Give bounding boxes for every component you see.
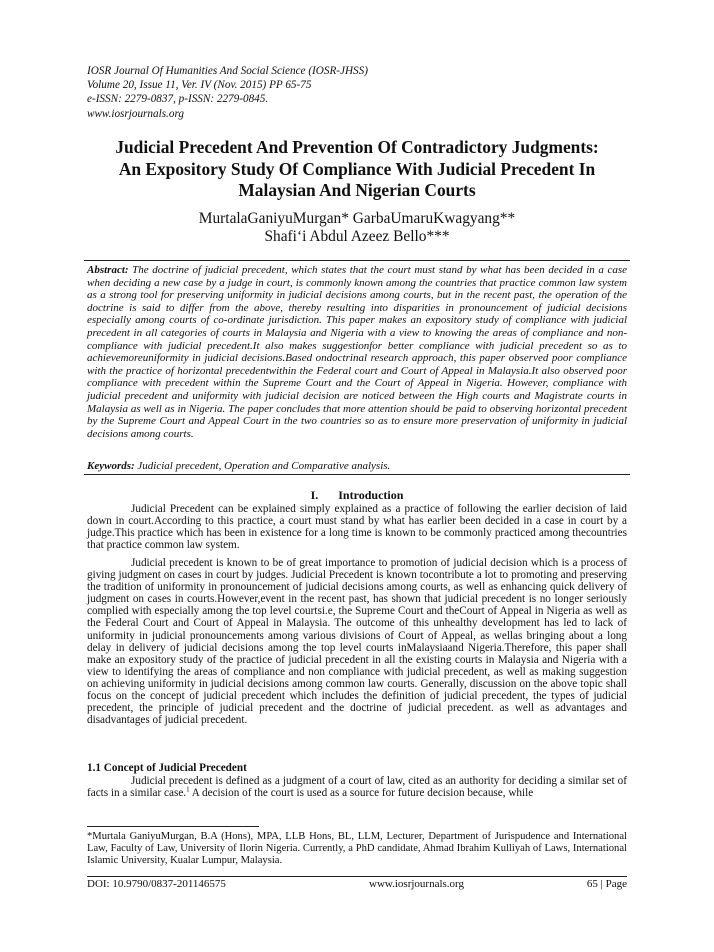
paper-title xyxy=(72,137,642,202)
subsection-heading: 1.1 Concept of Judicial Precedent xyxy=(87,762,247,774)
footer-rule xyxy=(87,876,627,877)
author-footnote: *Murtala GaniyuMurgan, B.A (Hons), MPA, LLB Hons, BL, LLM, Lecturer, Department of Jurispudence and International Law, Faculty of Law, University of Ilorin Nigeria. Currently, a PhD candidate, Ahmad Ibrahim Kulliyah of Laws, International Islamic University, Kualar Lumpur, Malaysia. xyxy=(87,831,627,867)
abstract-label: Abstract: xyxy=(87,264,129,276)
title-line-1: Judicial Precedent And Prevention Of Contradictory Judgments: xyxy=(115,137,599,157)
author-list xyxy=(72,210,642,246)
abstract-top-rule xyxy=(84,260,630,261)
journal-issn: e-ISSN: 2279-0837, p-ISSN: 2279-0845. xyxy=(87,93,269,106)
concept-text-b: A decision of the court is used as a source for future decision because, while xyxy=(189,787,534,800)
section-number: I. xyxy=(310,488,319,502)
concept-text-a: Judicial precedent is defined as a judgment of a court of law, cited as an authority for deciding a similar set of facts in a similar case. xyxy=(87,775,627,800)
title-line-3: Malaysian And Nigerian Courts xyxy=(238,180,476,200)
journal-volume: Volume 20, Issue 11, Ver. IV (Nov. 2015) PP 65-75 xyxy=(87,79,312,92)
keywords-text: Judicial precedent, Operation and Comparative analysis. xyxy=(137,460,391,472)
footer-website[interactable]: www.iosrjournals.org xyxy=(369,878,465,890)
keywords-label: Keywords: xyxy=(87,460,135,472)
intro-paragraph-1: Judicial Precedent can be explained simply explained as a practice of following the earlier decision of laid down in court.According to this practice, a court must stand by what has earlier been decided in a case in court by a judge.This practice which has been in existence for a long time is known to be commonly practiced among thecountries that practice common law system. xyxy=(87,503,627,552)
abstract-bottom-rule xyxy=(84,474,630,475)
page-footer xyxy=(87,878,627,892)
title-line-2: An Expository Study Of Compliance With Judicial Precedent In xyxy=(118,158,596,179)
journal-name: IOSR Journal Of Humanities And Social Science (IOSR-JHSS) xyxy=(87,65,368,77)
footnote-rule xyxy=(87,826,259,827)
intro-paragraph-2: Judicial precedent is known to be of great importance to promotion of judicial decision which is a process of giving judgment on cases in court by judges. Judicial Precedent is known tocontribute a lot to promoting and preserving the tradition of uniformity in pronouncement of judicial decisions among courts, as well as enhancing quick delivery of judgment on cases in courts.However,event in the recent past, has shown that judicial precedent is no longer seriously complied with especially among the top level courtsi.e, the Supreme Court and theCourt of Appeal in Nigeria as well as the Federal Court and Court of Appeal in Malaysia. The outcome of this unhealthy development has led to lack of uniformity in judicial pronouncements among various divisions of Court of Appeal, as wellas bringing about a long delay in delivery of judicial decisions among the top level courts inMalaysiaand Nigeria.Therefore, this paper shall make an expository study of the practice of judicial precedent in all the existing courts in Malaysia and Nigeria with a view to identifying the areas of compliance and non compliance with judicial precedent, as well as making suggestion on achieving uniformity in judicial decisions among common law courts. Generally, discussion on the above topic shall focus on the concept of judicial precedent which includes the definition of judicial precedent, the types of judicial precedent, the principle of judicial precedent and the doctrine of judicial precedent. as well as advantages and disadvantages of judicial precedent. xyxy=(87,557,627,727)
footer-doi: DOI: 10.9790/0837-201146575 xyxy=(87,878,226,890)
authors-line-1: MurtalaGaniyuMurgan* GarbaUmaruKwagyang** xyxy=(198,210,516,227)
section-title: Introduction xyxy=(338,488,404,502)
journal-header xyxy=(87,64,647,121)
authors-line-2: Shafi‘i Abdul Azeez Bello*** xyxy=(264,228,450,245)
abstract xyxy=(87,264,627,440)
abstract-text: The doctrine of judicial precedent, which states that the court must stand by what has been decided in a case when deciding a new case by a judge in court, is commonly known among the countries that practice common law system as a strong tool for preserving uniformity in judicial decisions among courts, but in the recent past, the operation of the doctrine is said to differ from the above, thereby resulting into disparities in pronouncement of judicial decisions especially among courts of co-ordinate jurisdiction. This paper makes an expository study of compliance with judicial precedent in all categories of courts in Malaysia and Nigeria with a view to knowing the areas of compliance and non-compliance with judicial precedent.It also makes suggestionfor better compliance with judicial precedent so as to achievemoreuniformity in judicial decisions.Based ondoctrinal research approach, this paper observed poor compliance with the practice of horizontal precedentwithin the Federal court and Court of Appeal in Malaysia.It also observed poor compliance with precedent within the Supreme Court and the Court of Appeal in Nigeria. However, compliance with judicial precedent and uniformity with judicial decision are noticed between the High courts and Magistrate courts in Malaysia as well as in Nigeria. The paper concludes that more attention should be paid to observing horizontal precedent by the Supreme Court and Appeal Court in the two countries so as to ensure more preservation of uniformity in judicial decisions among courts. xyxy=(87,264,628,440)
journal-website: www.iosrjournals.org xyxy=(87,107,184,120)
concept-paragraph xyxy=(87,775,627,799)
keywords xyxy=(87,460,627,473)
footnote-reference[interactable]: 1 xyxy=(186,785,190,794)
footer-page-number: 65 | Page xyxy=(586,878,627,890)
section-heading-introduction xyxy=(0,488,714,502)
